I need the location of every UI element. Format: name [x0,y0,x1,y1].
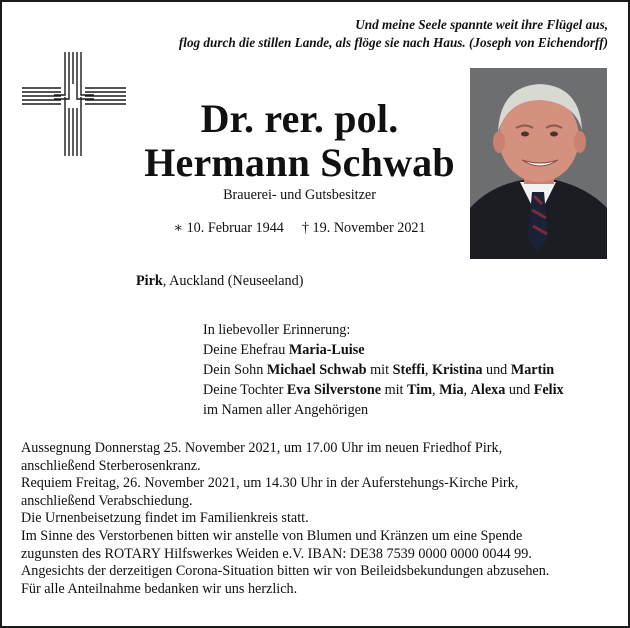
notice-line: Für alle Anteilnahme bedanken wir uns herzlich. [21,580,298,597]
separator: , [424,362,432,378]
mourners-list [203,320,564,420]
birth-date: 10. Februar 1944 [186,220,284,236]
notice-line: zugunsten des ROTARY Hilfswerkes Weiden e.V. IBAN: DE38 7539 0000 0000 0044 99. [21,545,532,562]
grandchild-name: Kristina [431,362,483,378]
separator: , [432,382,440,398]
mourner-daughter [203,380,564,400]
service-notices [21,440,611,598]
notice-line: Im Sinne des Verstorbenen bitten wir anstelle von Blumen und Kränzen um eine Spende [21,527,523,544]
notice-line: anschließend Sterberosenkranz. [21,457,201,474]
epigraph-quote [88,16,608,52]
notice-line: Aussegnung Donnerstag 25. November 2021, um 17.00 Uhr im neuen Friedhof Pirk, [21,440,503,456]
deceased-title: Dr. rer. pol. [200,96,399,141]
grandchild-name: Alexa [470,382,506,398]
mourner-wife [203,340,564,360]
grandchild-name: Felix [533,382,564,398]
deceased-name: Hermann Schwab [144,140,455,185]
quote-line-1: Und meine Seele spannte weit ihre Flügel aus, [355,17,608,32]
portrait-photo [470,68,607,259]
daughter-with: mit [381,382,408,398]
mourners-intro: In liebevoller Erinnerung: [203,322,351,338]
separator: , [463,382,471,398]
notice-line: Requiem Freitag, 26. November 2021, um 14.30 Uhr in der Auferstehungs-Kirche Pirk, [21,475,519,492]
death-symbol: † [301,220,309,236]
residence-line [136,273,303,290]
notice-line: Die Urnenbeisetzung findet im Familienkreis statt. [21,510,309,527]
residence-town: Pirk [136,273,163,289]
grandchild-name: Steffi [392,362,425,378]
deceased-occupation: Brauerei- und Gutsbesitzer [223,187,376,203]
mourners-closing: im Namen aller Angehörigen [203,402,369,418]
conjunction: und [482,362,511,378]
daughter-name: Eva Silverstone [286,382,382,398]
son-name: Michael Schwab [266,362,367,378]
birth-symbol: ∗ [173,220,184,236]
conjunction: und [505,382,534,398]
son-prefix: Dein Sohn [203,362,267,378]
grandchild-name: Tim [407,382,433,398]
mourner-son [203,360,564,380]
wife-name: Maria-Luise [288,342,365,358]
notice-line: anschließend Verabschiedung. [21,492,193,509]
quote-line-2: flog durch die stillen Lande, als flöge sie nach Haus. (Joseph von Eichendorff) [178,35,608,50]
wife-prefix: Deine Ehefrau [203,342,289,358]
grandchild-name: Mia [439,382,464,398]
life-dates [127,220,472,237]
son-with: mit [366,362,393,378]
grandchild-name: Martin [510,362,555,378]
lined-cross-icon [22,52,126,156]
residence-rest: , Auckland (Neuseeland) [162,273,304,289]
daughter-prefix: Deine Tochter [203,382,287,398]
notice-line: Angesichts der derzeitigen Corona-Situation bitten wir von Beileidsbekundungen abzusehen. [21,563,550,580]
death-date: 19. November 2021 [312,220,426,236]
